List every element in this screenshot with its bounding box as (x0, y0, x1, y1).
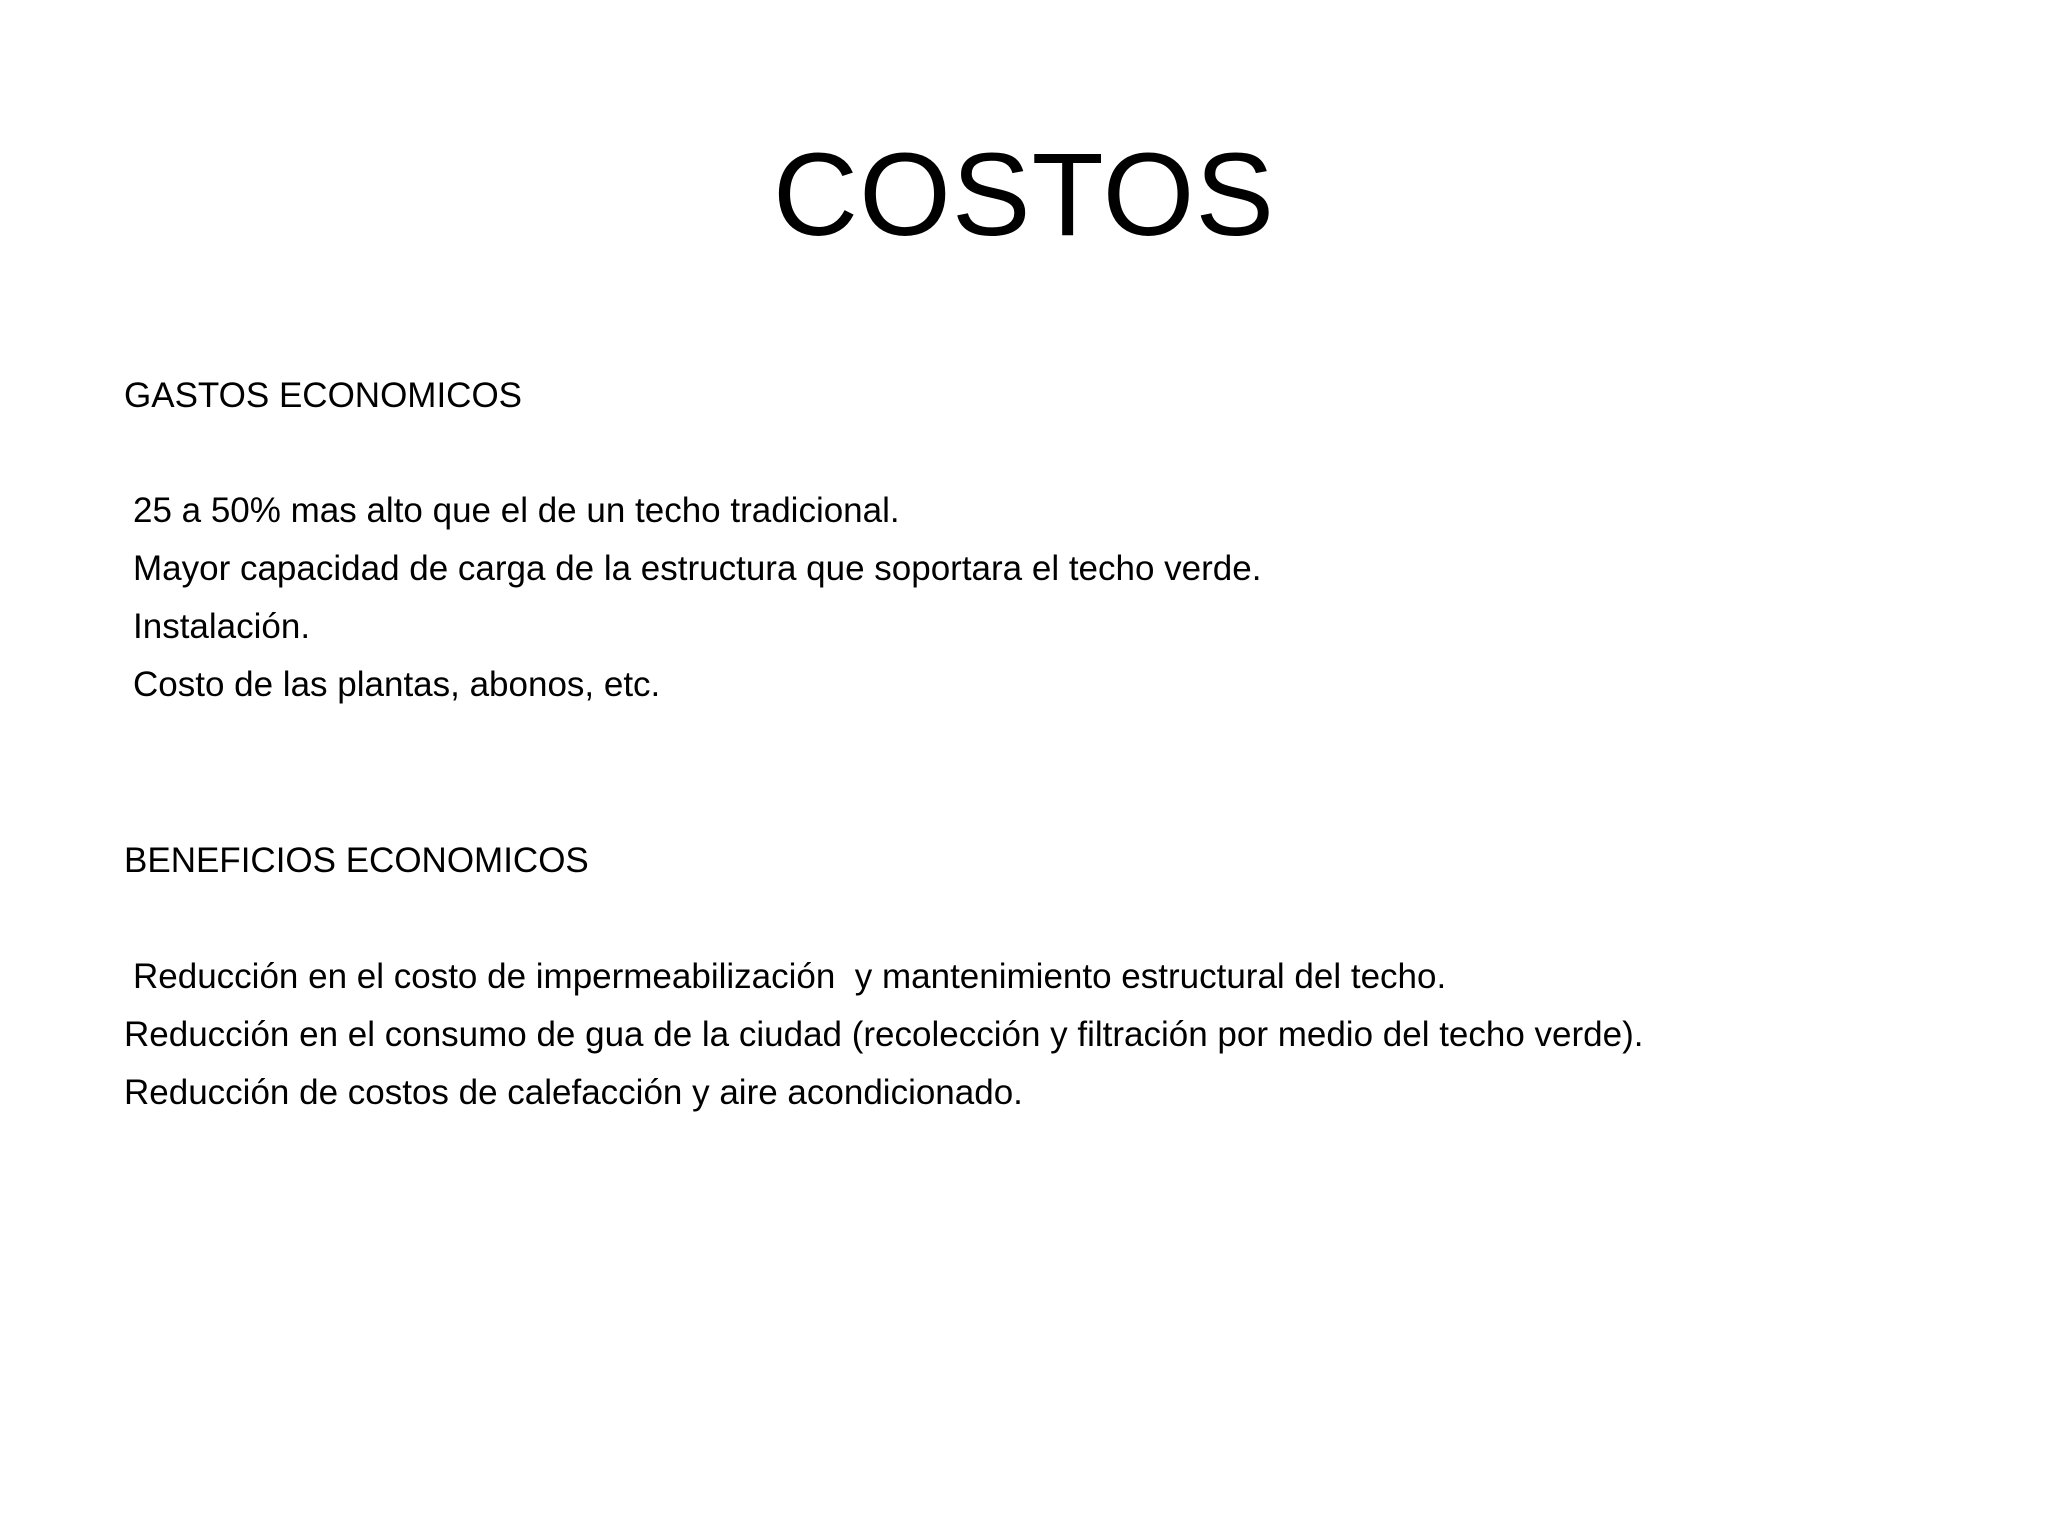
slide-title: COSTOS (772, 129, 1276, 261)
gastos-item: Instalación. (133, 607, 311, 646)
beneficios-item: Reducción en el consumo de gua de la ciudad (recolección y filtración por medio del techo verde). (124, 1015, 1644, 1054)
gastos-item: Costo de las plantas, abonos, etc. (133, 665, 661, 704)
beneficios-item: Reducción en el costo de impermeabilización y mantenimiento estructural del techo. (133, 957, 1447, 996)
gastos-item: 25 a 50% mas alto que el de un techo tradicional. (133, 491, 900, 530)
beneficios-heading: BENEFICIOS ECONOMICOS (124, 841, 589, 880)
beneficios-item: Reducción de costos de calefacción y aire acondicionado. (124, 1073, 1023, 1112)
gastos-item: Mayor capacidad de carga de la estructura que soportara el techo verde. (133, 549, 1262, 588)
gastos-heading: GASTOS ECONOMICOS (124, 376, 523, 415)
